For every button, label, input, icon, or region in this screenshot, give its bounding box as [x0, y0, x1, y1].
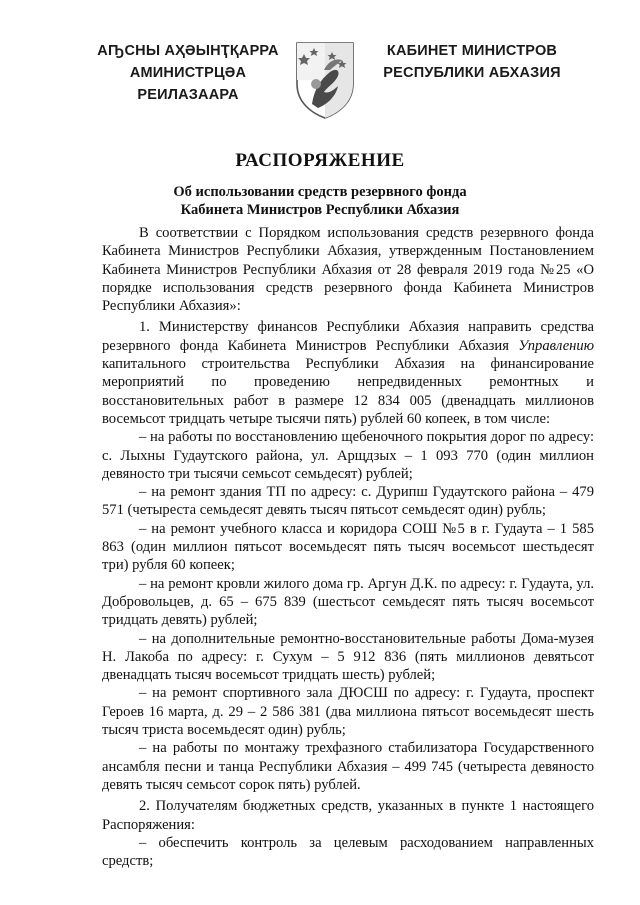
subtitle-line2: Кабинета Министров Республики Абхазия — [180, 202, 460, 218]
document-title: РАСПОРЯЖЕНИЕ — [235, 150, 405, 171]
document-body — [102, 224, 594, 870]
point-1-paragraph — [102, 318, 594, 428]
header-left-line1: АҦСНЫ АҲӘЫНҬҚАРРА — [97, 43, 279, 59]
header-abkhaz — [78, 40, 298, 106]
point-2-list-item: – обеспечить контроль за целевым расходованием направленных средств; — [102, 834, 594, 870]
point-2-paragraph: 2. Получателям бюджетных средств, указанных в пункте 1 настоящего Распоряжения: — [102, 798, 594, 833]
point-1-text-a: 1. Министерству финансов Республики Абхазия направить средства резервного фонда Кабинета Министров Республики Абхазия — [102, 319, 594, 354]
list-item: – на дополнительные ремонтно-восстановительные работы Дома-музея Н. Лакоба по адресу: г. Сухум – 5 912 836 (пять миллионов девятьсот двенадцать тысяч восемьсот тридцать шесть) рублей; — [102, 630, 594, 684]
document-subtitle — [0, 183, 640, 219]
list-item: – на ремонт спортивного зала ДЮСШ по адресу: г. Гудаута, проспект Героев 16 марта, д. 29 – 2 586 381 (два миллиона пятьсот восемьдесят шесть тысяч триста восемьдесят один) рубль; — [102, 685, 594, 739]
header-left-line2: АМИНИСТРЦӘА РЕИЛАЗААРА — [129, 65, 247, 103]
list-item: – на ремонт учебного класса и коридора СОШ №5 в г. Гудаута – 1 585 863 (один миллион пятьсот восемьдесят пять тысяч восемьсот шестьдесят три) рубля 60 копеек; — [102, 520, 594, 574]
header-right-line2: РЕСПУБЛИКИ АБХАЗИЯ — [383, 65, 561, 81]
subtitle-line1: Об использовании средств резервного фонда — [173, 184, 467, 200]
point-1-emphasis: Управлению — [518, 337, 594, 354]
list-item: – на ремонт кровли жилого дома гр. Аргун Д.К. по адресу: г. Гудаута, ул. Добровольцев, д. 65 – 675 839 (шестьсот семьдесят пять тысяч восемьсот тридцать девять) рублей; — [102, 575, 594, 629]
header-right-line1: КАБИНЕТ МИНИСТРОВ — [386, 43, 558, 59]
coat-of-arms-icon — [294, 40, 356, 120]
header-russian — [372, 40, 572, 84]
list-item: – на работы по монтажу трехфазного стабилизатора Государственного ансамбля песни и танца Республики Абхазия – 499 745 (четыреста девяносто девять тысяч семьсот сорок пять) рублей. — [102, 740, 594, 793]
list-item: – на ремонт здания ТП по адресу: с. Дурипш Гудаутского района – 479 571 (четыреста семьдесят девять тысяч пятьсот семьдесят один) рубль; — [102, 484, 594, 519]
list-item: – на работы по восстановлению щебеночного покрытия дорог по адресу: с. Лыхны Гудаутского района, ул. Арщдзых – 1 093 770 (один миллион девяносто три тысячи семьсот семьдесят) рублей; — [102, 429, 594, 482]
point-1-text-b: капитального строительства Республики Абхазия на финансирование мероприятий по проведению непредвиденных ремонтных и восстановительных работ в размере 12 834 005 (двенадцать миллионов восемьсот тридцать четыре тысячи пять) рублей 60 копеек, в том числе: — [102, 356, 594, 427]
intro-paragraph: В соответствии с Порядком использования средств резервного фонда Кабинета Министров Республики Абхазия, утвержденным Постановлением Кабинета Министров Республики Абхазия от 28 февраля 2019 года №25 «О порядке использования средств резервного фонда Кабинета Министров Республики Абхазия»: — [102, 225, 594, 315]
